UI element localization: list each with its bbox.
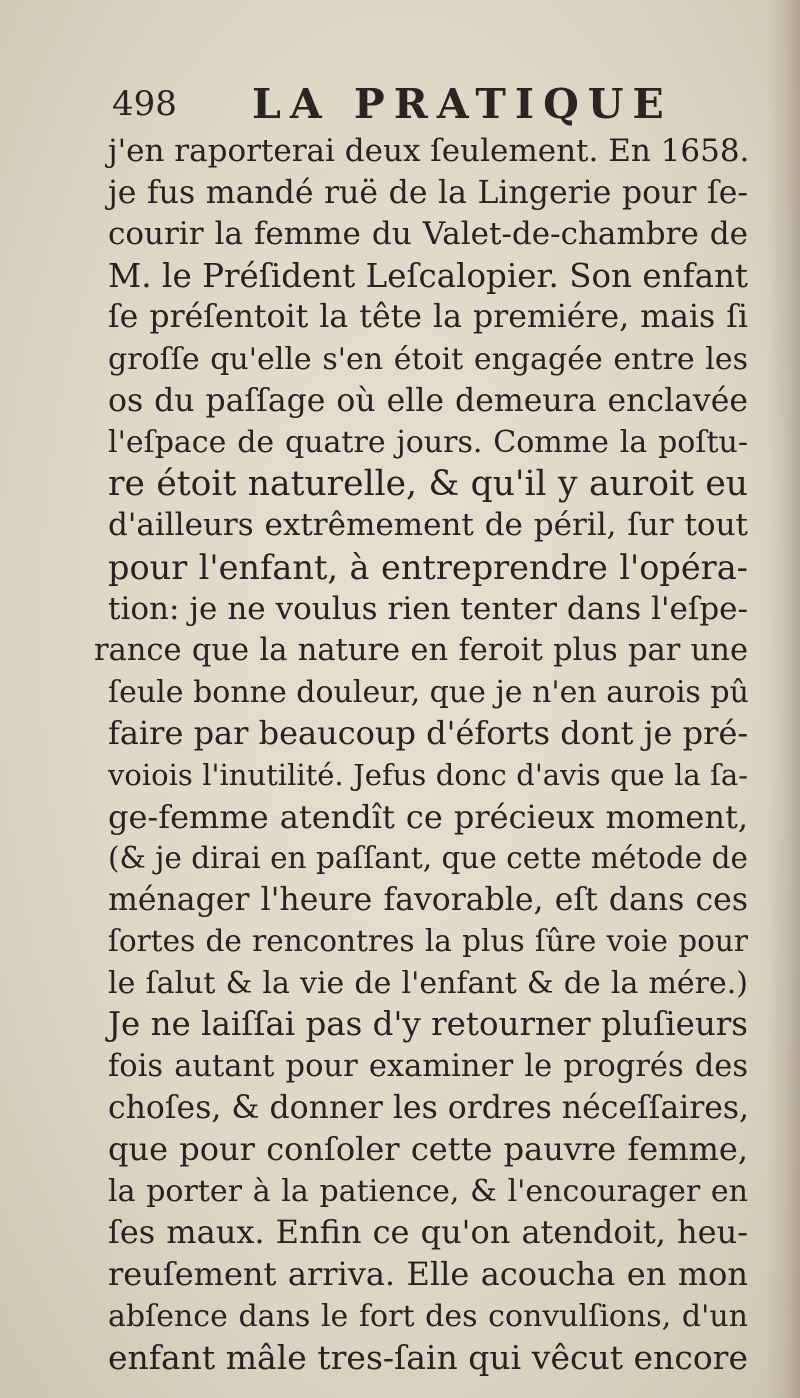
text-line: je fus mandé ruë de la Lingerie pour ſe-: [108, 174, 748, 211]
text-line: enfant mâle tres-ſain qui vêcut encore: [108, 1338, 748, 1378]
page-number: 498: [112, 84, 177, 124]
text-line: rance que la nature en feroit plus par une: [94, 633, 748, 669]
running-header: [112, 80, 752, 128]
text-line: la porter à la patience, & l'encourager en: [108, 1173, 748, 1209]
text-line: os du paſſage où elle demeura enclavée: [108, 382, 748, 419]
text-line: le ſalut & la vie de l'enfant & de la mére.): [108, 965, 748, 1001]
text-line: d'ailleurs extrêmement de péril, ſur tout: [108, 507, 748, 544]
text-line: ge-femme atendît ce précieux moment,: [108, 797, 748, 836]
text-line: que pour conſoler cette pauvre femme,: [108, 1130, 748, 1169]
text-line: ménager l'heure favorable, eſt dans ces: [108, 881, 748, 918]
text-line: ſe préſentoit la tête la premiére, mais ſi: [108, 299, 748, 336]
text-line: tion: je ne voulus rien tenter dans l'eſpe-: [108, 590, 748, 627]
text-line: l'eſpace de quatre jours. Comme la poſtu-: [108, 425, 748, 461]
text-line: abſence dans le fort des convulſions, d'un: [108, 1298, 748, 1334]
text-line: Je ne laiſſai pas d'y retourner pluſieurs: [108, 1005, 748, 1044]
text-line: faire par beaucoup d'éforts dont je pré-: [108, 714, 749, 753]
text-line: ſes maux. Enfin ce qu'on atendoit, heu-: [108, 1213, 748, 1252]
text-line: ſeule bonne douleur, que je n'en aurois pû: [108, 674, 749, 710]
text-line: ſortes de rencontres la plus ſûre voie pour: [108, 924, 748, 959]
body-text: [94, 131, 750, 1379]
text-line: re étoit naturelle, & qu'il y auroit eu: [108, 463, 748, 504]
text-line: groſſe qu'elle s'en étoit engagée entre les: [108, 341, 748, 377]
text-line: M. le Préſident Leſcalopier. Son enfant: [108, 256, 748, 295]
text-line: voiois l'inutilité. Jefus donc d'avis que la ſa-: [108, 757, 748, 792]
page-gutter-shadow: [766, 0, 800, 1398]
text-line: fois autant pour examiner le progrés des: [108, 1049, 748, 1085]
text-line: choſes, & donner les ordres néceſſaires,: [108, 1089, 750, 1126]
text-line: pour l'enfant, à entreprendre l'opéra-: [108, 547, 748, 587]
text-line: reuſement arriva. Elle acoucha en mon: [108, 1255, 748, 1294]
text-line: courir la femme du Valet-de-chambre de: [108, 216, 748, 253]
text-line: j'en raporterai deux ſeulement. En 1658.: [108, 133, 750, 169]
text-line: (& je dirai en paſſant, que cette métode de: [108, 841, 748, 876]
running-title: LA PRATIQUE: [252, 80, 673, 128]
